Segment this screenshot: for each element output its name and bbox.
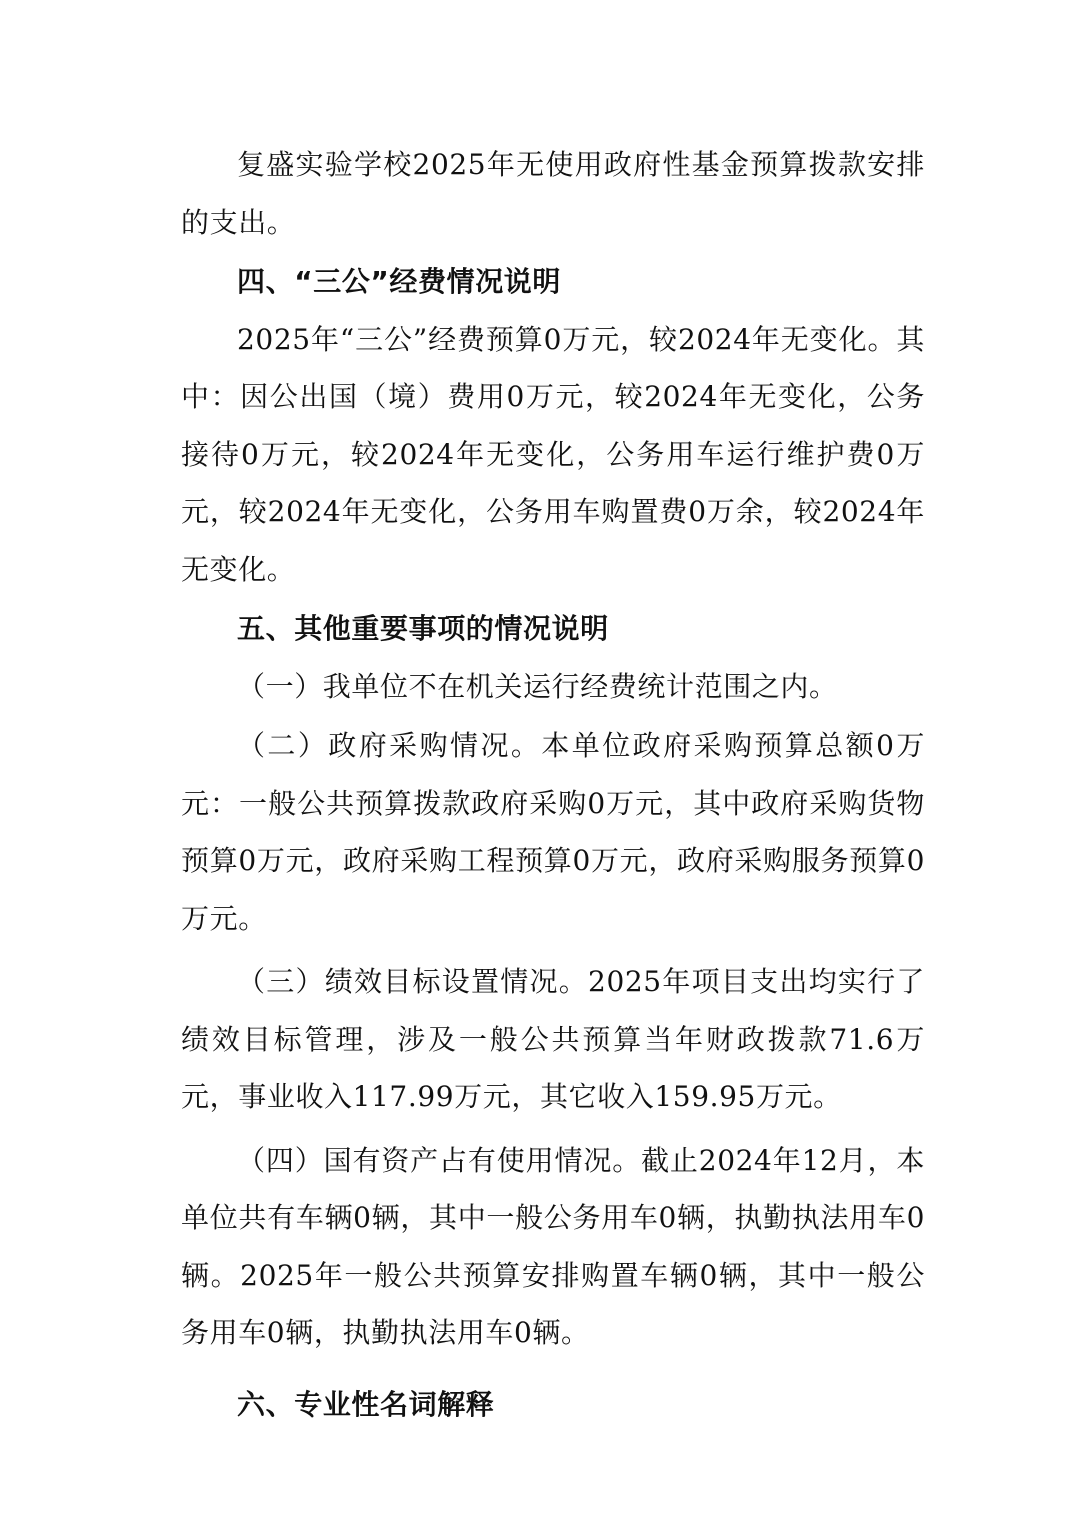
paragraph-state-assets: （四）国有资产占有使用情况。截止2024年12月，本单位共有车辆0辆，其中一般公务用车0辆，执勤执法用车0辆。2025年一般公共预算安排购置车辆0辆，其中一般公务用车0辆，执勤执法用车0辆。 — [181, 1143, 925, 1349]
paragraph-government-fund: 复盛实验学校2025年无使用政府性基金预算拨款安排的支出。 — [181, 148, 925, 239]
document-body — [181, 136, 925, 1433]
paragraph-operating-expenses: （一）我单位不在机关运行经费统计范围之内。 — [237, 669, 838, 703]
paragraph-government-procurement: （二）政府采购情况。本单位政府采购预算总额0万元：一般公共预算拨款政府采购0万元，其中政府采购货物预算0万元，政府采购工程预算0万元，政府采购服务预算0万元。 — [181, 729, 925, 935]
heading-other-important-matters: 五、其他重要事项的情况说明 — [237, 612, 609, 645]
paragraph-performance-targets: （三）绩效目标设置情况。2025年项目支出均实行了绩效目标管理，涉及一般公共预算当年财政拨款71.6万元，事业收入117.99万元，其它收入159.95万元。 — [181, 965, 925, 1113]
paragraph-three-public-expenses: 2025年“三公”经费预算0万元，较2024年无变化。其中：因公出国（境）费用0万元，较2024年无变化，公务接待0万元，较2024年无变化，公务用车运行维护费0万元，较2024年无变化，公务用车购置费0万余，较2024年无变化。 — [181, 322, 925, 586]
heading-terminology: 六、专业性名词解释 — [237, 1387, 495, 1421]
heading-three-public-expenses: 四、“三公”经费情况说明 — [237, 265, 562, 298]
